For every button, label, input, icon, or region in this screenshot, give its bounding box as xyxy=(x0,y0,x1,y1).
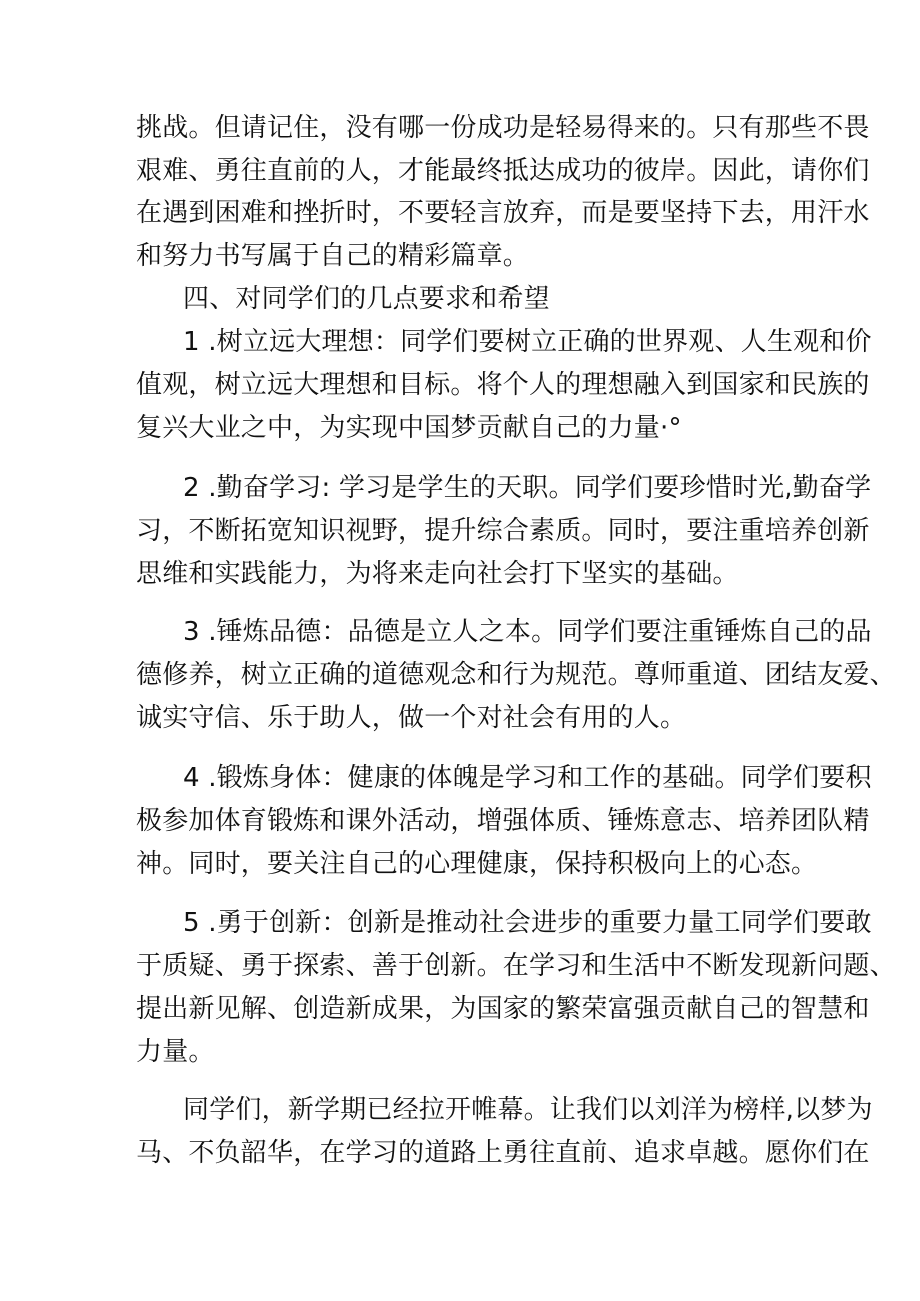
text-line: 极参加体育锻炼和课外活动，增强体质、锤炼意志、培养团队精 xyxy=(136,806,870,836)
list-item-1-line: 1 .树立远大理想：同学们要树立正确的世界观、人生观和价 xyxy=(183,327,872,357)
list-item-5-line: 5 .勇于创新：创新是推动社会进步的重要力量工同学们要敢 xyxy=(183,908,872,938)
text-line: 复兴大业之中，为实现中国梦贡献自己的力量·° xyxy=(136,413,682,443)
text-line: 力量。 xyxy=(136,1037,215,1067)
section-heading: 四、对同学们的几点要求和希望 xyxy=(183,284,550,314)
text-line: 挑战。但请记住，没有哪一份成功是轻易得来的。只有那些不畏 xyxy=(136,113,870,143)
list-item-4-line: 4 .锻炼身体：健康的体魄是学习和工作的基础。同学们要积 xyxy=(183,763,872,793)
text-line: 和努力书写属于自己的精彩篇章。 xyxy=(136,241,530,271)
text-line: 艰难、勇往直前的人，才能最终抵达成功的彼岸。因此，请你们 xyxy=(136,156,870,186)
text-line: 在遇到困难和挫折时，不要轻言放弃，而是要坚持下去，用汗水 xyxy=(136,198,870,228)
paragraph-start-line: 同学们，新学期已经拉开帷幕。让我们以刘洋为榜样,以梦为 xyxy=(183,1095,873,1125)
text-line: 诚实守信、乐于助人，做一个对社会有用的人。 xyxy=(136,703,687,733)
text-line: 德修养，树立正确的道德观念和行为规范。尊师重道、团结友爱、 xyxy=(136,660,896,690)
text-line: 思维和实践能力，为将来走向社会打下坚实的基础。 xyxy=(136,559,739,589)
text-line: 提出新见解、创造新成果，为国家的繁荣富强贡献自己的智慧和 xyxy=(136,994,870,1024)
text-line: 于质疑、勇于探索、善于创新。在学习和生活中不断发现新问题、 xyxy=(136,951,896,981)
list-item-3-line: 3 .锤炼品德：品德是立人之本。同学们要注重锤炼自己的品 xyxy=(183,617,872,647)
text-line: 值观，树立远大理想和目标。将个人的理想融入到国家和民族的 xyxy=(136,370,870,400)
text-line: 习，不断拓宽知识视野，提升综合素质。同时，要注重培养创新 xyxy=(136,516,870,546)
list-item-2-line: 2 .勤奋学习: 学习是学生的天职。同学们要珍惜时光,勤奋学 xyxy=(183,473,872,503)
text-line: 马、不负韶华，在学习的道路上勇往直前、追求卓越。愿你们在 xyxy=(136,1138,870,1168)
text-line: 神。同时，要关注自己的心理健康，保持积极向上的心态。 xyxy=(136,849,818,879)
